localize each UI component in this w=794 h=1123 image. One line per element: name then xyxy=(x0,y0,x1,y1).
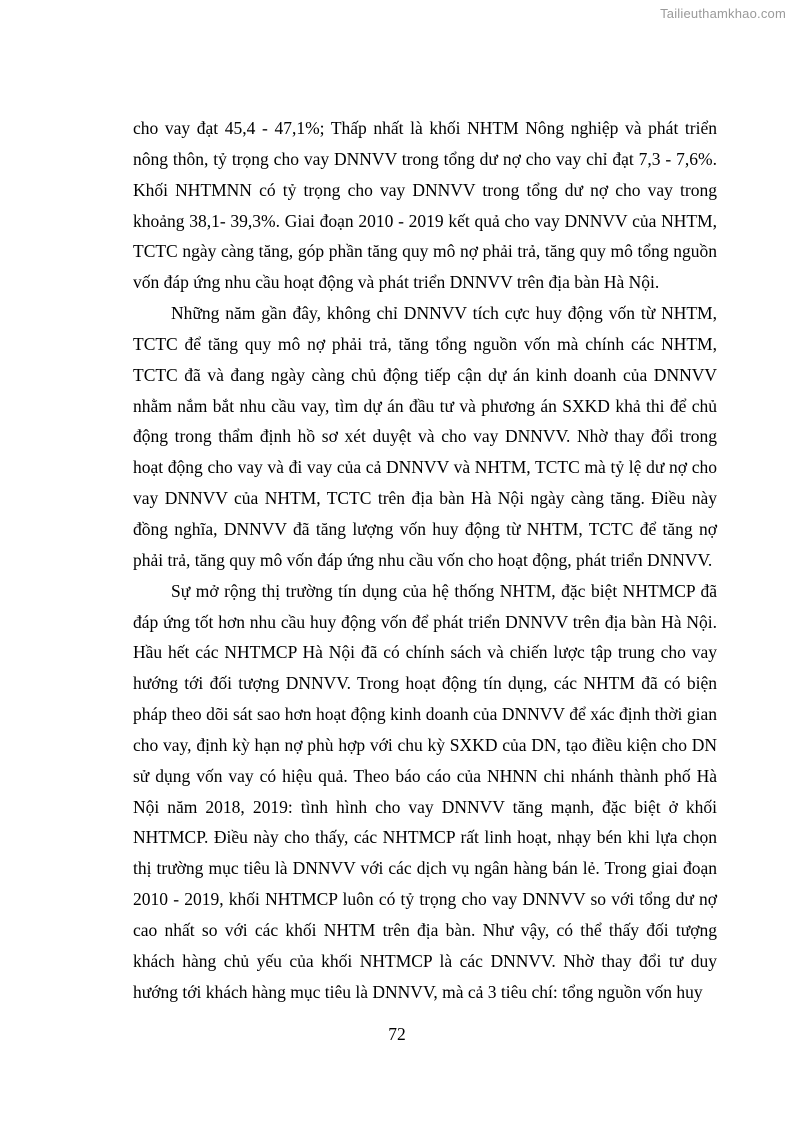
page-number: 72 xyxy=(388,1024,406,1044)
paragraph: Sự mở rộng thị trường tín dụng của hệ thống NHTM, đặc biệt NHTMCP đã đáp ứng tốt hơn nhu cầu huy động vốn để phát triển DNNVV trên địa bàn Hà Nội. Hầu hết các NHTMCP Hà Nội đã có chính sách và chiến lược tập trung cho vay hướng tới đối tượng DNNVV. Trong hoạt động tín dụng, các NHTM đã có biện pháp theo dõi sát sao hơn hoạt động kinh doanh của DNNVV để xác định thời gian cho vay, định kỳ hạn nợ phù hợp với chu kỳ SXKD của DN, tạo điều kiện cho DN sử dụng vốn vay có hiệu quả. Theo báo cáo của NHNN chi nhánh thành phố Hà Nội năm 2018, 2019: tình hình cho vay DNNVV tăng mạnh, đặc biệt ở khối NHTMCP. Điều này cho thấy, các NHTMCP rất linh hoạt, nhạy bén khi lựa chọn thị trường mục tiêu là DNNVV với các dịch vụ ngân hàng bán lẻ. Trong giai đoạn 2010 - 2019, khối NHTMCP luôn có tỷ trọng cho vay DNNVV so với tổng dư nợ cao nhất so với các khối NHTM trên địa bàn. Như vậy, có thể thấy đối tượng khách hàng chủ yếu của khối NHTMCP là các DNNVV. Nhờ thay đổi tư duy hướng tới khách hàng mục tiêu là DNNVV, mà cả 3 tiêu chí: tổng nguồn vốn huy xyxy=(133,580,717,1002)
page-body xyxy=(133,113,717,1007)
paragraph: Những năm gần đây, không chỉ DNNVV tích cực huy động vốn từ NHTM, TCTC để tăng quy mô nợ phải trả, tăng tổng nguồn vốn mà chính các NHTM, TCTC đã và đang ngày càng chủ động tiếp cận dự án kinh doanh của DNNVV nhằm nắm bắt nhu cầu vay, tìm dự án đầu tư và phương án SXKD khả thi để chủ động trong thẩm định hồ sơ xét duyệt và cho vay DNNVV. Nhờ thay đổi trong hoạt động cho vay và đi vay của cả DNNVV và NHTM, TCTC mà tỷ lệ dư nợ cho vay DNNVV của NHTM, TCTC trên địa bàn Hà Nội ngày càng tăng. Điều này đồng nghĩa, DNNVV đã tăng lượng vốn huy động từ NHTM, TCTC để tăng nợ phải trả, tăng quy mô vốn đáp ứng nhu cầu vốn cho hoạt động, phát triển DNNVV. xyxy=(133,303,717,570)
paragraph-continued: cho vay đạt 45,4 - 47,1%; Thấp nhất là khối NHTM Nông nghiệp và phát triển nông thôn, tỷ trọng cho vay DNNVV trong tổng dư nợ cho vay chỉ đạt 7,3 - 7,6%. Khối NHTMNN có tỷ trọng cho vay DNNVV trong tổng dư nợ cho vay trong khoảng 38,1- 39,3%. Giai đoạn 2010 - 2019 kết quả cho vay DNNVV của NHTM, TCTC ngày càng tăng, góp phần tăng quy mô nợ phải trả, tăng quy mô tổng nguồn vốn đáp ứng nhu cầu hoạt động và phát triển DNNVV trên địa bàn Hà Nội. xyxy=(133,118,717,293)
watermark-text: Tailieuthamkhao.com xyxy=(660,6,786,21)
